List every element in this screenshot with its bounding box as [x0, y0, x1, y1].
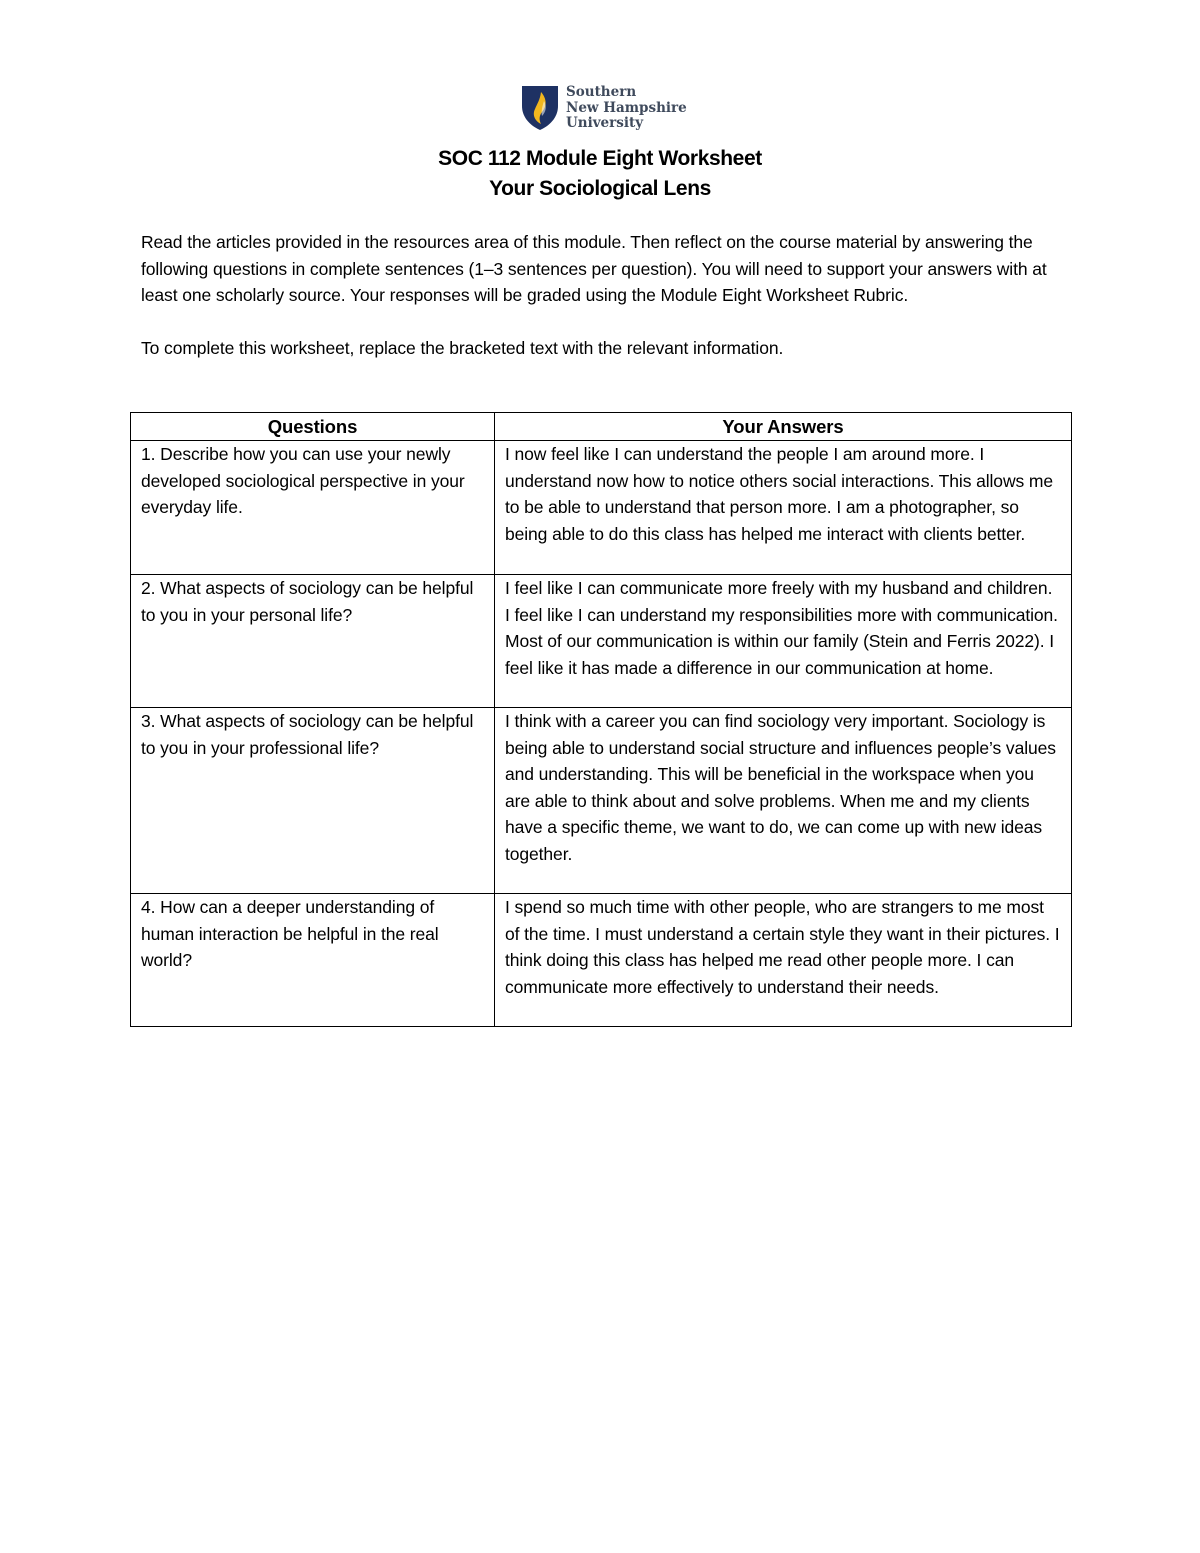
answers-column-header: Your Answers: [495, 413, 1072, 441]
table-row: [131, 708, 1072, 894]
questions-column-header: Questions: [131, 413, 495, 441]
document-title: SOC 112 Module Eight Worksheet: [438, 147, 762, 170]
table-row: [131, 575, 1072, 708]
question-cell: 2. What aspects of sociology can be helpful to you in your personal life?: [131, 575, 495, 708]
university-name-line-1: Southern: [566, 84, 637, 100]
document-title-block: [0, 144, 1200, 204]
document-subtitle: Your Sociological Lens: [489, 177, 711, 200]
university-logo: [520, 84, 687, 132]
table-row: [131, 894, 1072, 1027]
university-name-line-3: University: [566, 115, 644, 131]
instructions-paragraph-1: Read the articles provided in the resources area of this module. Then reflect on the course material by answering the following questions in complete sentences (1–3 sentences per question). You will need to support your answers with at least one scholarly source. Your responses will be graded using the Module Eight Worksheet Rubric.: [141, 232, 1047, 306]
question-cell: 3. What aspects of sociology can be helpful to you in your professional life?: [131, 708, 495, 894]
question-cell: 4. How can a deeper understanding of human interaction be helpful in the real world?: [131, 894, 495, 1027]
table-header-row: [131, 413, 1072, 441]
table-row: [131, 441, 1072, 575]
answer-cell: I feel like I can communicate more freely with my husband and children. I feel like I can understand my responsibilities more with communication. Most of our communication is within our family (Stein and Ferris 2022). I feel like it has made a difference in our communication at home.: [495, 575, 1072, 708]
question-cell: 1. Describe how you can use your newly developed sociological perspective in your everyday life.: [131, 441, 495, 575]
instructions: [141, 229, 1081, 362]
instructions-paragraph-2: To complete this worksheet, replace the bracketed text with the relevant information.: [141, 338, 784, 359]
answer-cell: I spend so much time with other people, who are strangers to me most of the time. I must understand a certain style they want in their pictures. I think doing this class has helped me read other people more. I can communicate more effectively to understand their needs.: [495, 894, 1072, 1027]
university-name: [566, 84, 687, 132]
university-name-line-2: New Hampshire: [566, 99, 687, 116]
answer-cell: I think with a career you can find sociology very important. Sociology is being able to understand social structure and influences people’s values and understanding. This will be beneficial in the workspace when you are able to think about and solve problems. When me and my clients have a specific theme, we want to do, we can come up with new ideas together.: [495, 708, 1072, 894]
worksheet-table: [130, 412, 1072, 1027]
shield-flame-icon: [520, 84, 560, 132]
answer-cell: I now feel like I can understand the people I am around more. I understand now how to notice others social interactions. This allows me to be able to understand that person more. I am a photographer, so being able to do this class has helped me interact with clients better.: [495, 441, 1072, 575]
